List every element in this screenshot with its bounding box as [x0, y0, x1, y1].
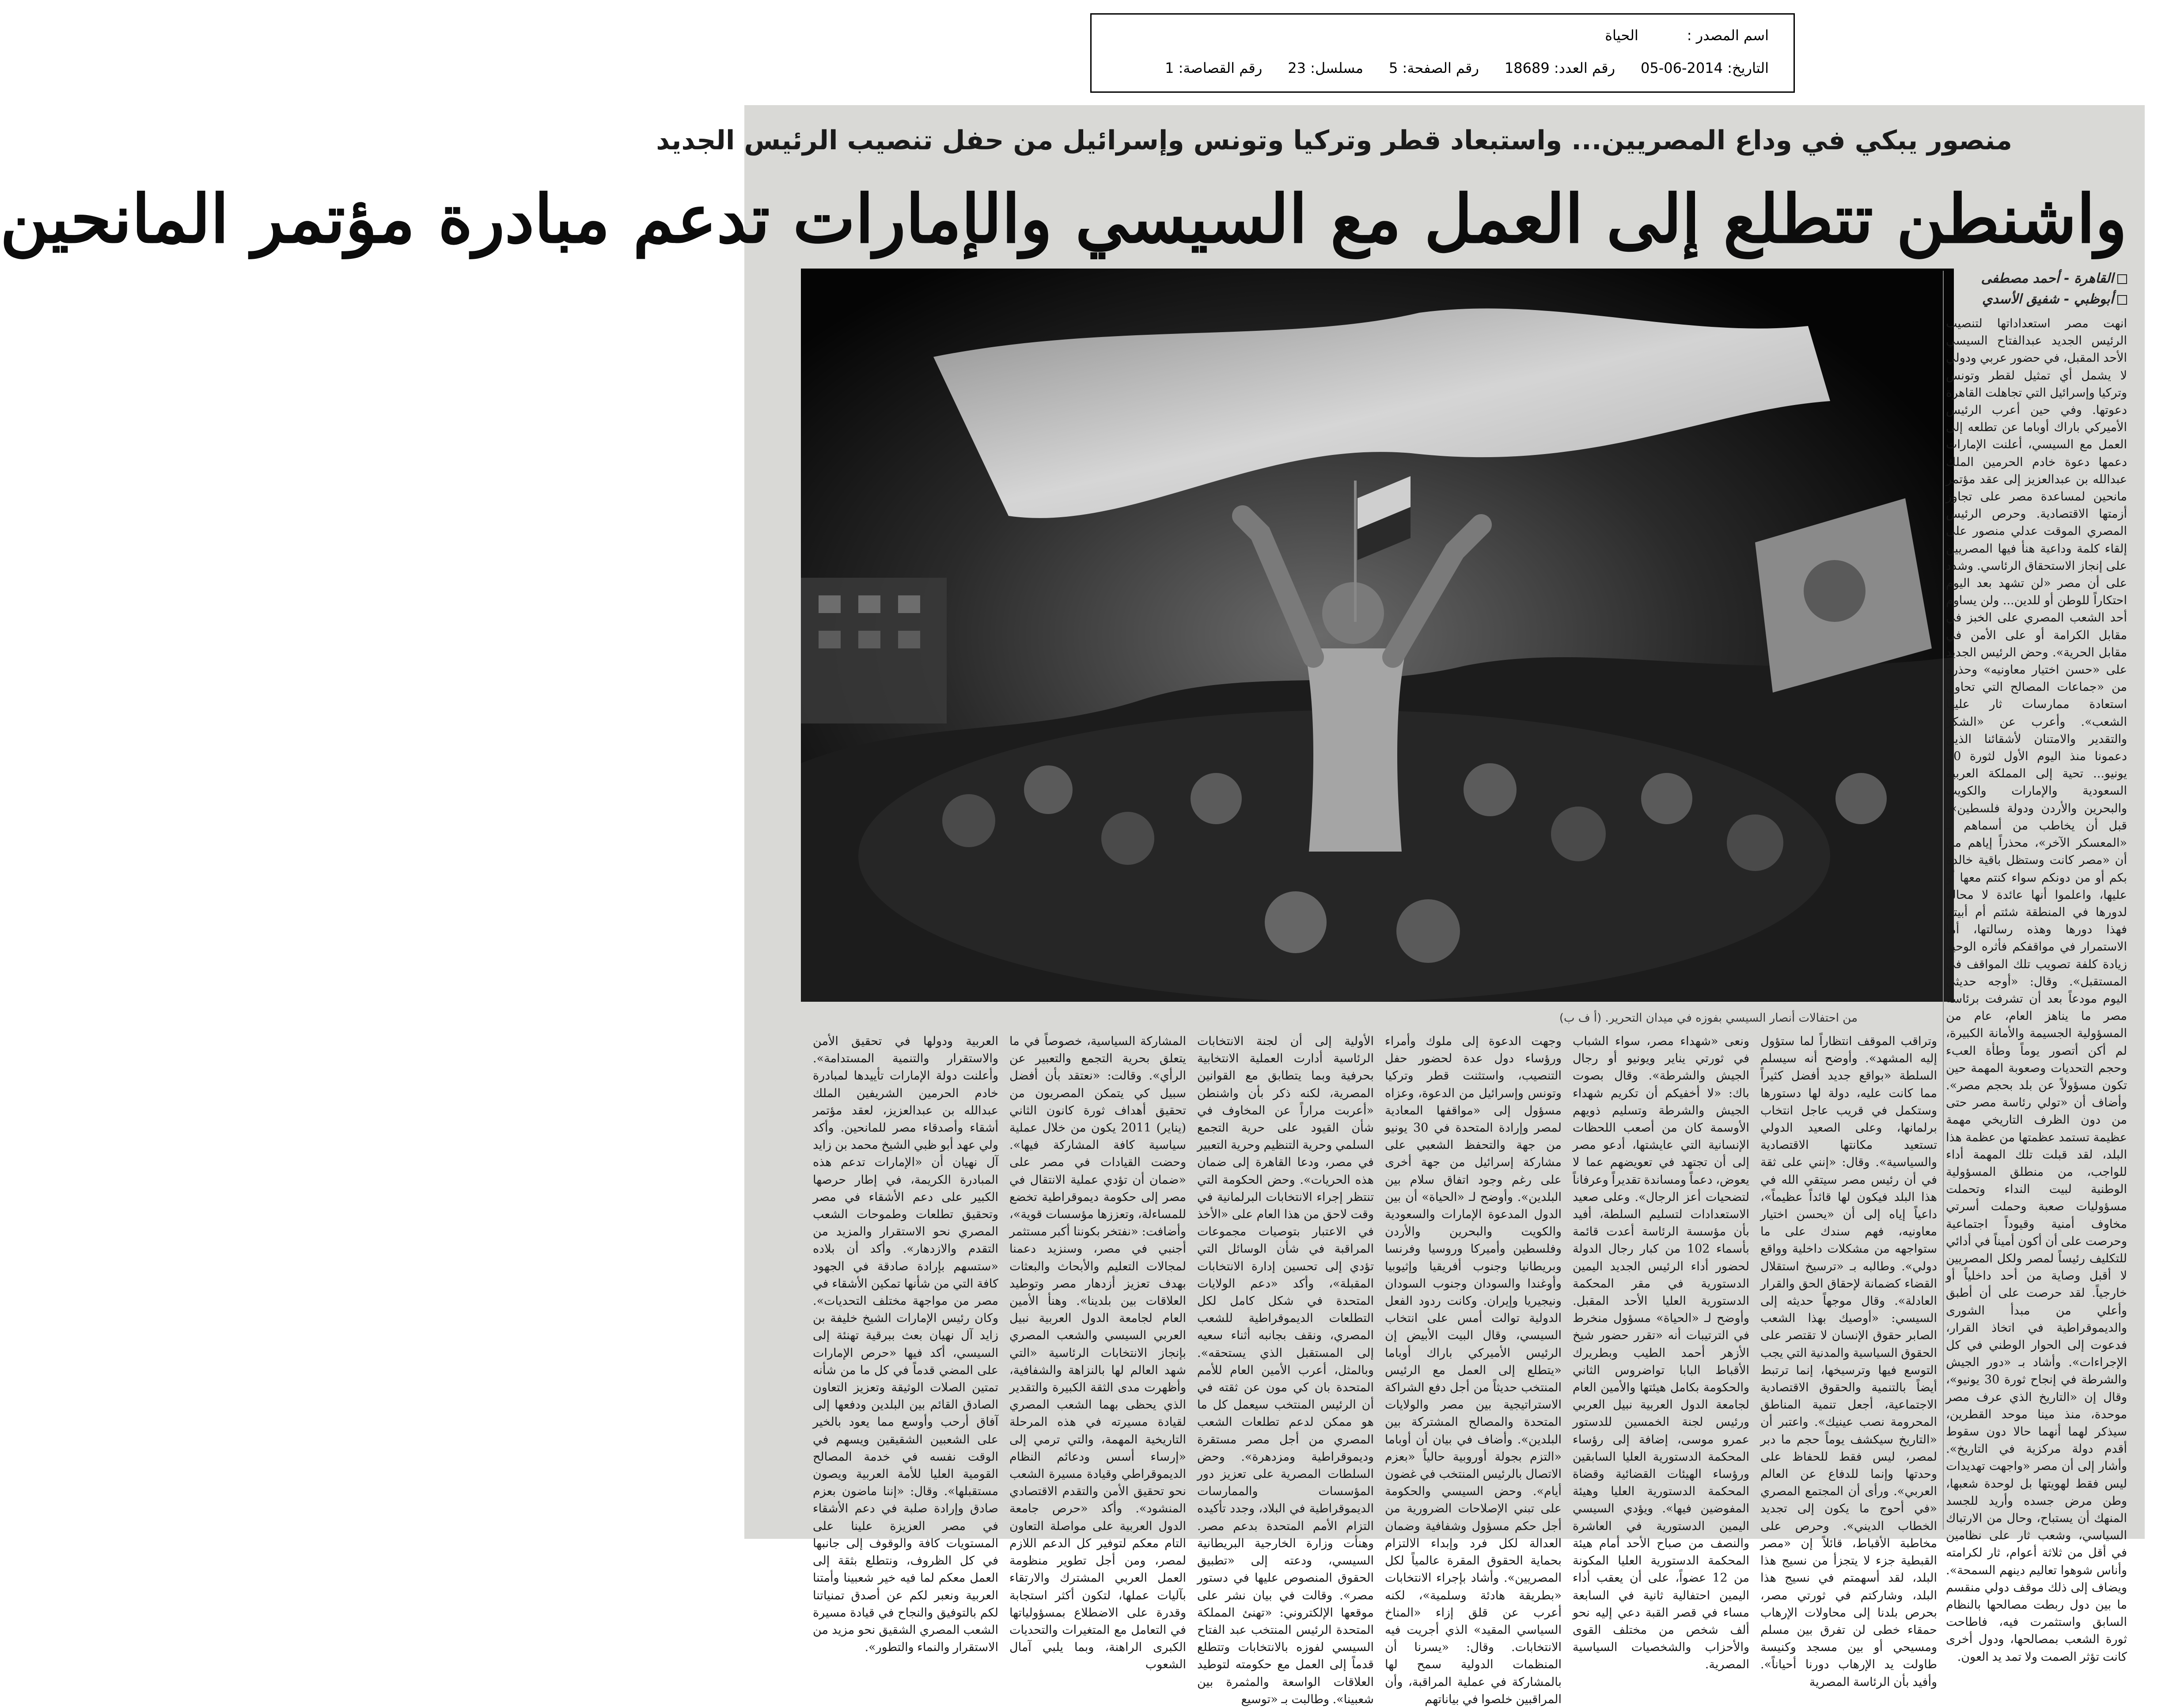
square-bullet-icon [2117, 274, 2127, 284]
source-name: الحياة [1605, 27, 1638, 44]
clip-number: رقم القصاصة: 1 [1165, 60, 1263, 76]
source-metadata-box [1090, 13, 1795, 93]
newspaper-clipping [0, 105, 2145, 1706]
main-headline: واشنطن تتطلع إلى العمل مع السيسي والإمارات تدعم مبادرة مؤتمر المانحين [0, 180, 2127, 258]
byline-cairo: القاهرة - أحمد مصطفى [1964, 271, 2127, 286]
square-bullet-icon [2117, 295, 2127, 305]
article-column-4: وجهت الدعوة إلى ملوك وأمراء ورؤساء دول عدة لحضور حفل التنصيب، واستثنت قطر وتركيا وتونس وإسرائيل من الدعوة، وعزاه مسؤول إلى «مواقفها المعادية لمصر وإرادة المتحدة في 30 يونيو من جهة والتحفظ الشعبي على مشاركة إسرائيل من جهة أخرى على رغم وجود اتفاق سلام بين البلدين». وأوضح لـ «الحياة» أن بين الدول المدعوة الإمارات والسعودية والكويت والبحرين والأردن وفلسطين وأميركا وروسيا وفرنسا وبريطانيا وجنوب أفريقيا وإثيوبيا وأوغندا والسودان وجنوب السودان ونيجيريا وإيران. وكانت ردود الفعل الدولية توالت أمس على انتخاب السيسي، وقال البيت الأبيض إن الرئيس الأميركي باراك أوباما «يتطلع إلى العمل مع الرئيس المنتخب حديثاً من أجل دفع الشراكة الاستراتيجية بين مصر والولايات المتحدة والمصالح المشتركة بين البلدين». وأضاف في بيان أن أوباما «التزم بجولة أوروبية حالياً «بعزم الاتصال بالرئيس المنتخب في غضون أيام». وحض السيسي والحكومة على تبني الإصلاحات الضرورية من أجل حكم مسؤول وشفافية وضمان العدالة لكل فرد وإبداء الالتزام بحماية الحقوق المقرة عالمياً لكل المصريين». وأشاد بإجراء الانتخابات «بطريقة هادئة وسلمية»، لكنه أعرب عن قلق إزاء «المناخ السياسي المقيد» الذي أجريت فيه الانتخابات. وقال: «يسرنا أن المنظمات الدولية سمح لها بالمشاركة في عملية المراقبة، وأن المراقبين خلصوا في بياناتهم [1385, 1034, 1562, 1706]
byline-abudhabi: أبوظبي - شفيق الأسدي [1964, 292, 2127, 307]
article-column-7: العربية ودولها في تحقيق الأمن والاستقرار والتنمية المستدامة». وأعلنت دولة الإمارات تأييدها لمبادرة خادم الحرمين الشريفين الملك عبدالله بن عبدالعزيز، لعقد مؤتمر أشقاء وأصدقاء مصر للمانحين. وأكد ولي عهد أبو ظبي الشيخ محمد بن زايد آل نهيان أن «الإمارات تدعم هذه المبادرة الكريمة، في إطار حرصها الكبير على دعم الأشقاء في مصر وتحقيق تطلعات وطموحات الشعب المصري نحو الاستقرار والمزيد من التقدم والازدهار». وأكد أن بلاده «ستسهم بإرادة صادقة في الجهود كافة التي من شأنها تمكين الأشقاء في مصر من مواجهة مختلف التحديات». وكان رئيس الإمارات الشيخ خليفة بن زايد آل نهيان بعث ببرقية تهنئة إلى السيسي، أكد فيها «حرص الإمارات على المضي قدماً في كل ما من شأنه تمتين الصلات الوثيقة وتعزيز التعاون الصادق القائم بين البلدين ودفعها إلى آفاق أرحب وأوسع مما يعود بالخير على الشعبين الشقيقين ويسهم في الوقت نفسه في خدمة المصالح القومية العليا للأمة العربية ويصون مستقبلها». وقال: «إننا ماضون بعزم صادق وإرادة صلبة في دعم الأشقاء في مصر العزيزة علينا على المستويات كافة والوقوف إلى جانبها في كل الظروف، ونتطلع بثقة إلى العمل معكم لما فيه خير شعبينا وأمتنا العربية ونعبر لكم عن أصدق تمنياتنا لكم بالتوفيق والنجاح في قيادة مسيرة الشعب المصري الشقيق نحو مزيد من الاستقرار والنماء والتطور». [813, 1034, 998, 1655]
page-number: رقم الصفحة: 5 [1389, 60, 1479, 76]
date-field: التاريخ: 2014-06-05 [1641, 60, 1769, 76]
source-label: اسم المصدر : [1687, 27, 1769, 44]
source-row [1605, 27, 1769, 44]
article-column-6: المشاركة السياسية، خصوصاً في ما يتعلق بحرية التجمع والتعبير عن الرأي». وقالت: «نعتقد بأن أفضل سبيل كي يتمكن المصريون من تحقيق أهداف ثورة كانون الثاني (يناير) 2011 يكون من خلال عملية سياسية كافة المشاركة فيها». وحضت القيادات في مصر على «ضمان أن تؤدي عملية الانتقال في مصر إلى حكومة ديموقراطية تخضع للمساءلة، وتعززها مؤسسات قوية»، وأضافت: «نفتخر بكوننا أكبر مستثمر أجنبي في مصر، وسنزيد دعمنا لمجالات التعليم والأبحاث والبعثات بهدف تعزيز أزدهار مصر وتوطيد العلاقات بين بلدينا». وهنأ الأمين العام لجامعة الدول العربية نبيل العربي السيسي والشعب المصري بإنجاز الانتخابات الرئاسية «التي شهد العالم لها بالنزاهة والشفافية، وأظهرت مدى الثقة الكبيرة والتقدير الذي يحظى بهما الشعب المصري لقيادة مسيرته في هذه المرحلة التاريخية المهمة، والتي ترمي إلى «إرساء أسس ودعائم النظام الديموقراطي وقيادة مسيرة الشعب نحو تحقيق الأمن والتقدم الاقتصادي المنشود». وأكد «حرص جامعة الدول العربية على مواصلة التعاون التام معكم لتوفير كل الدعم اللازم لمصر، ومن أجل تطوير منظومة العمل العربي المشترك والارتقاء بآليات عملها، لتكون أكثر استجابة وقدرة على الاضطلاع بمسؤولياتها في التعامل مع المتغيرات والتحديات الكبرى الراهنة، وبما يلبي آمال الشعوب [1009, 1034, 1187, 1672]
article-column-2: وتراقب الموقف انتظاراً لما ستؤول إليه المشهد». وأوضح أنه سيسلم السلطة «بواقع جديد أفضل كثيراً مما كانت عليه، دولة لها دستورها وستكمل في قريب عاجل انتخاب برلمانها، وعلى الصعيد الدولي تستعيد مكانتها الاقتصادية والسياسية». وقال: «إنني على ثقة في أن رئيس مصر سيتقي الله في هذا البلد فيكون لها قائداً عظيماً»، داعياً إياه إلى أن «يحسن اختيار معاونيه، فهم سندك على ما ستواجهه من مشكلات داخلية وواقع دولي». وطالبه بـ «ترسيخ استقلال القضاء كضمانة لإحقاق الحق والقرار العادلة». وقال موجهاً حديثه إلى السيسي: «أوصيك بهذا الشعب الصابر حقوق الإنسان لا تقتصر على الحقوق السياسية والمدنية التي يجب التوسع فيها وترسيخها، إنما ترتبط أيضاً بالتنمية والحقوق الاقتصادية الاجتماعية، أجعل تنمية المناطق المحرومة نصب عينيك». واعتبر أن «التاريخ سيكشف يوماً حجم ما دبر لمصر، ليس فقط للحفاظ على وحدتها وإنما للدفاع عن العالم العربي». ورأى أن المجتمع المصري «في أحوج ما يكون إلى تجديد الخطاب الديني». وحرص على مخاطبة الأقباط، قائلاً إن «مصر القبطية جزء لا يتجزأ من نسيج هذا البلد، لقد أسهمتم في نسيج هذا البلد، وشاركتم في ثورتي مصر، بحرص بلدنا إلى محاولات الإرهاب حمقاء خطى لن تفرق بين مسلم ومسيحي أو بين مسجد وكنيسة طاولت يد الإرهاب دورنا أحياناً». وأفيد بأن الرئاسة المصرية [1760, 1034, 1937, 1689]
details-row [1139, 60, 1769, 76]
article-column-1: انهت مصر استعداداتها لتنصيب الرئيس الجديد عبدالفتاح السيسي الأحد المقبل، في حضور عربي ودولي لا يشمل أي تمثيل لقطر وتونس وتركيا وإسرائيل التي تجاهلت القاهرة دعوتها. وفي حين أعرب الرئيس الأميركي باراك أوباما عن تطلعه إلى العمل مع السيسي، أعلنت الإمارات دعمها دعوة خادم الحرمين الملك عبدالله بن عبدالعزيز إلى عقد مؤتمر مانحين لمساعدة مصر على تجاوز أزمتها الاقتصادية. وحرص الرئيس المصري الموقت عدلي منصور على إلقاء كلمة وداعية هنأ فيها المصريين على إنجاز الاستحقاق الرئاسي. وشدد على أن مصر «لن تشهد بعد اليوم احتكاراً للوطن أو للدين... ولن يساوم أحد الشعب المصري على الخبز في مقابل الكرامة أو على الأمن في مقابل الحرية». وحض الرئيس الجديد على «حسن اختيار معاونيه» وحذره من «جماعات المصالح التي تحاول استعادة ممارسات ثار عليها الشعب». وأعرب عن «الشكر والتقدير والامتنان لأشقائنا الذين دعمونا منذ اليوم الأول لثورة 30 يونيو... تحية إلى المملكة العربية السعودية والإمارات والكويت والبحرين والأردن ودولة فلسطين»، قبل أن يخاطب من أسماهم بـ «المعسكر الآخر»، محذراً إياهم من أن «مصر كانت وستظل باقية خالدة بكم أو من دونكم سواء كنتم معها أو عليها، واعلموا أنها عائدة لا محالة لدورها في المنطقة شئتم أم أبيتم فهذا دورها وهذه رسالتها، أما الاستمرار في مواقفكم فأثره الوحيد زيادة كلفة تصويب تلك المواقف في المستقبل». وقال: «أوجه حديثي اليوم مودعاً بعد أن تشرفت برئاسة مصر ما يناهز العام، عام من المسؤولية الجسيمة والأمانة الكبيرة، لم أكن أتصور يوماً وطأة العبء وحجم التحديات وصعوبة المهمة حين تكون مسؤولاً عن بلد بحجم مصر». وأضاف أن «تولي رئاسة مصر حتى من دون الظرف التاريخي مهمة عظيمة تستمد عظمتها من عظمة هذا البلد، لقد قبلت تلك المهمة أداء للواجب، من منطلق المسؤولية الوطنية لبيت النداء وتحملت مسؤوليات صعبة وحملت أسرتي مخاوف أمنية وقيوداً اجتماعية وحرصت على أن أكون أميناً في أدائي للتكليف رئيساً لمصر ولكل المصريين لا أقبل وصاية من أحد داخلياً أو خارجياً. لقد حرصت على أن أطبق وأعلي من مبدأ الشورى والديموقراطية في اتخاذ القرار، فدعوت إلى الحوار الوطني في كل الإجراءات». وأشاد بـ «دور الجيش والشرطة في إنجاح ثورة 30 يونيو»، وقال إن «التاريخ الذي عرف مصر موحدة، منذ مينا موحد القطرين، سيذكر لهما أنهما حالا دون سقوط أقدم دولة مركزية في التاريخ». وأشار إلى أن مصر «واجهت تهديدات ليس فقط لهويتها بل لوحدة شعبها، وطن مرض جسده وأريد للجسد المنهك أن يستباح، وحال من الارتباك السياسي، وشعب ثار على نظامين في أقل من ثلاثة أعوام، ثار لكرامته وأناس شوهوا تعاليم دينهم السمحة». ويضاف إلى ذلك موقف دولي منقسم ما بين دول ربطت مصالحها بالنظام السابق واستثمرت فيه، فاطاحت ثورة الشعب بمصالحها، ودول أخرى كانت تؤثر الصمت ولا تمد يد العون. [1946, 317, 2127, 1664]
celebration-photo [801, 269, 1954, 1002]
article-column-3: ونعى «شهداء مصر، سواء الشباب في ثورتي يناير ويونيو أو رجال الجيش والشرطة». وقال بصوت باك: «لا أخفيكم أن تكريم شهداء الجيش والشرطة وتسليم ذويهم الأوسمة كان من أصعب اللحظات الإنسانية التي عايشتها، أدعو مصر إلى أن تجتهد في تعويضهم عما لا يعوض، دعماً ومساندة تقديراً وعرفاناً لتضحيات أعز الرجال». وعلى صعيد الاستعدادات لتسليم السلطة، أفيد بأن مؤسسة الرئاسة أعدت قائمة بأسماء 102 من كبار رجال الدولة لحضور أداء الرئيس الجديد اليمين الدستورية في مقر المحكمة الدستورية العليا الأحد المقبل. وأوضح لـ «الحياة» مسؤول منخرط في الترتيبات أنه «تقرر حضور شيخ الأزهر أحمد الطيب وبطريرك الأقباط البابا تواضروس الثاني والحكومة بكامل هيئتها والأمين العام لجامعة الدول العربية نبيل العربي ورئيس لجنة الخمسين للدستور عمرو موسى، إضافة إلى رؤساء المحكمة الدستورية العليا السابقين ورؤساء الهيئات القضائية وقضاة المحكمة الدستورية العليا وهيئة المفوضين فيها». ويؤدي السيسي اليمين الدستورية في العاشرة والنصف من صباح الأحد أمام هيئة المحكمة الدستورية العليا المكونة من 12 عضواً، على أن يعقب أداء اليمين احتفالية ثانية في السابعة مساء في قصر القبة دعي إليه نحو ألف شخص من مختلف القوى والأحزاب والشخصيات السياسية المصرية. [1573, 1034, 1750, 1672]
photo-caption: من احتفالات أنصار السيسي بفوزه في ميدان التحرير. (أ ف ب) [1559, 1011, 1858, 1025]
bylines [1964, 271, 2127, 312]
column-divider [1943, 271, 1944, 1530]
issue-number: رقم العدد: 18689 [1504, 60, 1615, 76]
photo-illustration [801, 269, 1954, 1002]
article-column-5: الأولية إلى أن لجنة الانتخابات الرئاسية أدارت العملية الانتخابية بحرفية وبما يتطابق مع القوانين المصرية، لكنه ذكر بأن واشنطن «أعربت مراراً عن المخاوف في شأن القيود على حرية التجمع السلمي وحرية التنظيم وحرية التعبير في مصر، ودعا القاهرة إلى ضمان هذه الحريات». وحض الحكومة التي تنتظر إجراء الانتخابات البرلمانية في وقت لاحق من هذا العام على «الأخذ في الاعتبار بتوصيات مجموعات المراقبة في شأن الوسائل التي تؤدي إلى تحسين إدارة الانتخابات المقبلة»، وأكد «دعم الولايات المتحدة في شكل كامل لكل التطلعات الديموقراطية للشعب المصري، ونقف بجانبه أثناء سعيه إلى المستقبل الذي يستحقه». وبالمثل، أعرب الأمين العام للأمم المتحدة بان كي مون عن ثقته في أن الرئيس المنتخب سيعمل كل ما هو ممكن لدعم تطلعات الشعب المصري من أجل مصر مستقرة وديموقراطية ومزدهرة». وحض السلطات المصرية على تعزيز دور المؤسسات والممارسات الديموقراطية في البلاد، وجدد تأكيده التزام الأمم المتحدة بدعم مصر. وهنأت وزارة الخارجية البريطانية السيسي، ودعته إلى «تطبيق الحقوق المنصوص عليها في دستور مصر». وقالت في بيان نشر على موقعها الإلكتروني: «تهنئ المملكة المتحدة الرئيس المنتخب عبد الفتاح السيسي لفوزه بالانتخابات وتتطلع قدماً إلى العمل مع حكومته لتوطيد العلاقات الواسعة والمثمرة بين شعبينا». وطالبت بـ «توسيع [1197, 1034, 1374, 1706]
kicker-headline: منصور يبكي في وداع المصريين... واستبعاد قطر وتركيا وتونس وإسرائيل من حفل تنصيب الرئيس الجديد [656, 125, 2012, 156]
serial-number: مسلسل: 23 [1288, 60, 1363, 76]
